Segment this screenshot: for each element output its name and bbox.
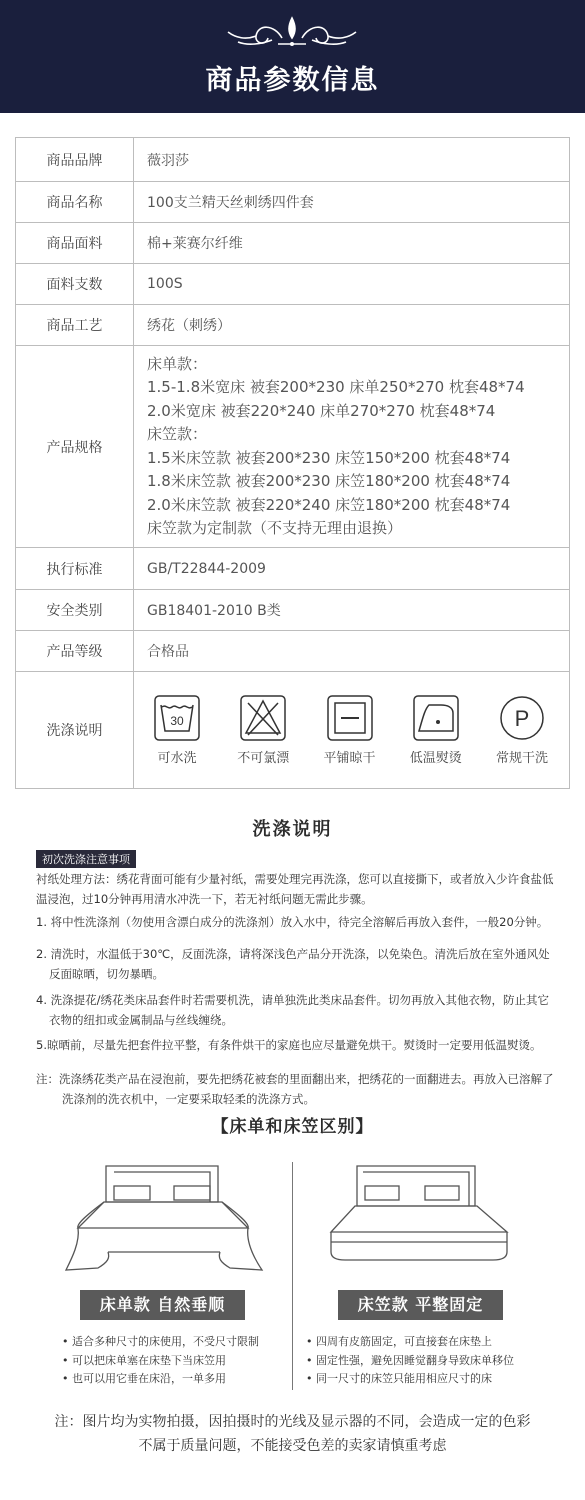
ornament-icon xyxy=(222,14,362,50)
spec-line: 2.0米宽床 被套220*240 床单270*270 枕套48*74 xyxy=(147,401,496,420)
wash-label: 常规干洗 xyxy=(495,750,548,766)
param-value: GB/T22844-2009 xyxy=(134,548,570,590)
wash-label: 不可氯漂 xyxy=(237,750,290,766)
tub-number: 30 xyxy=(170,713,184,728)
flat-sheet-bed-icon xyxy=(58,1162,268,1278)
wash-paragraph: 5.晾晒前，尽量先把套件拉平整，有条件烘干的家庭也应尽量避免烘干。熨烫时一定要用低温熨烫。 xyxy=(36,1038,542,1052)
param-value: 棉+莱赛尔纤维 xyxy=(134,223,570,264)
spec-line: 床笠款： xyxy=(147,425,208,443)
wash-label: 低温熨烫 xyxy=(409,750,462,766)
wash-paragraph: 衬纸处理方法：绣花背面可能有少量衬纸，需要处理完再洗涤，您可以直接撕下，或者放入少许食盐低温浸泡，过10分钟再用清水冲洗一下，若无衬纸问题无需此步骤。 xyxy=(36,872,554,906)
feature-item: • 也可以用它垂在床沿，一单多用 xyxy=(62,1372,226,1385)
washing-title: 洗涤说明 xyxy=(252,819,333,840)
param-key: 商品面料 xyxy=(16,223,134,264)
param-key: 商品工艺 xyxy=(16,305,134,346)
param-key: 产品等级 xyxy=(16,631,134,672)
fitted-sheet-label: 床笠款 平整固定 xyxy=(338,1290,503,1320)
param-key: 产品规格 xyxy=(16,346,134,548)
flat-dry-icon xyxy=(327,695,373,741)
wash-item xyxy=(403,695,469,766)
fitted-sheet-bed-icon xyxy=(325,1162,515,1274)
flat-sheet-label: 床单款 自然垂顺 xyxy=(80,1290,245,1320)
wash-paragraph: 4. 洗涤提花/绣花类床品套件时若需要机洗，请单独洗此类床品套件。切勿再放入其他衣物，防止其它衣物的纽扣或金属制品与丝线缠绕。 xyxy=(36,993,549,1027)
wash-paragraph: 2. 清洗时，水温低于30℃，反面洗涤，请将深浅色产品分开洗涤，以免染色。清洗后放在室外通风处反面晾晒，切勿暴晒。 xyxy=(36,947,550,981)
table-row xyxy=(16,138,570,182)
divider xyxy=(292,1162,293,1390)
washtub-30-icon xyxy=(154,695,200,741)
table-row xyxy=(16,548,570,590)
difference-title: 【床单和床笠区别】 xyxy=(211,1117,374,1137)
spec-line: 2.0米床笠款 被套220*240 床笠180*200 枕套48*74 xyxy=(147,495,511,514)
spec-value xyxy=(134,346,570,548)
feature-item: • 固定性强，避免因睡觉翻身导致床单移位 xyxy=(306,1353,514,1367)
wash-item xyxy=(230,695,296,766)
param-value: 绣花（刺绣） xyxy=(134,305,570,346)
table-row xyxy=(16,223,570,264)
table-row xyxy=(16,590,570,631)
footnote xyxy=(0,1410,585,1458)
feature-item: • 可以把床单塞在床垫下当床笠用 xyxy=(62,1353,226,1367)
fitted-sheet-features xyxy=(306,1333,576,1389)
no-bleach-icon xyxy=(240,695,286,741)
table-row xyxy=(16,264,570,305)
table-row xyxy=(16,672,570,789)
wash-paragraph: 注：洗涤绣花类产品在浸泡前，要先把绣花被套的里面翻出来，把绣花的一面翻进去。再放入已溶解了洗涤剂的洗衣机中，一定要采取轻柔的洗涤方式。 xyxy=(36,1072,554,1106)
footnote-line: 不属于质量问题，不能接受色差的卖家请慎重考虑 xyxy=(138,1438,447,1454)
wash-item xyxy=(144,695,210,766)
feature-item: • 适合多种尺寸的床使用，不受尺寸限制 xyxy=(62,1335,259,1348)
wash-icons xyxy=(134,695,569,766)
feature-item: • 四周有皮筋固定，可直接套在床垫上 xyxy=(306,1335,492,1348)
spec-line: 1.8米床笠款 被套200*230 床笠180*200 枕套48*74 xyxy=(147,472,511,490)
param-table xyxy=(15,137,570,789)
spec-line: 床单款： xyxy=(147,354,208,373)
footnote-line: 注：图片均为实物拍摄，因拍摄时的光线及显示器的不同，会造成一定的色彩 xyxy=(54,1414,531,1430)
table-row xyxy=(16,305,570,346)
param-value: 100支兰精天丝刺绣四件套 xyxy=(134,182,570,223)
wash-label: 平铺晾干 xyxy=(323,750,376,766)
param-key: 洗涤说明 xyxy=(16,672,134,789)
feature-item: • 同一尺寸的床笠只能用相应尺寸的床 xyxy=(306,1372,492,1385)
flat-sheet-features xyxy=(62,1333,284,1389)
wash-icons-cell xyxy=(134,672,570,789)
param-value: 合格品 xyxy=(134,631,570,672)
wash-item xyxy=(489,695,555,766)
table-row xyxy=(16,346,570,548)
spec-line: 1.5-1.8米宽床 被套200*230 床单250*270 枕套48*74 xyxy=(147,378,525,396)
param-key: 商品名称 xyxy=(16,182,134,223)
param-key: 面料支数 xyxy=(16,264,134,305)
param-value: GB18401-2010 B类 xyxy=(134,590,570,631)
wash-item xyxy=(317,695,383,766)
table-row xyxy=(16,631,570,672)
param-key: 执行标准 xyxy=(16,548,134,590)
param-key: 商品品牌 xyxy=(16,138,134,182)
spec-line: 床笠款为定制款（不支持无理由退换） xyxy=(147,519,403,537)
wash-paragraph: 1. 将中性洗涤剂（勿使用含漂白成分的洗涤剂）放入水中，待完全溶解后再放入套件，一般20分钟。 xyxy=(36,915,549,929)
dry-clean-p-icon xyxy=(499,695,545,741)
wash-label: 可水洗 xyxy=(157,750,197,766)
header-banner xyxy=(0,0,585,113)
spec-line: 1.5米床笠款 被套200*230 床笠150*200 枕套48*74 xyxy=(147,448,511,467)
notice-tag: 初次洗涤注意事项 xyxy=(36,850,136,868)
dryclean-letter: P xyxy=(514,705,530,731)
param-value: 100S xyxy=(134,264,570,305)
page-title: 商品参数信息 xyxy=(205,65,380,96)
param-value: 薇羽莎 xyxy=(134,138,570,182)
table-row xyxy=(16,182,570,223)
low-iron-icon xyxy=(413,695,459,741)
param-key: 安全类别 xyxy=(16,590,134,631)
